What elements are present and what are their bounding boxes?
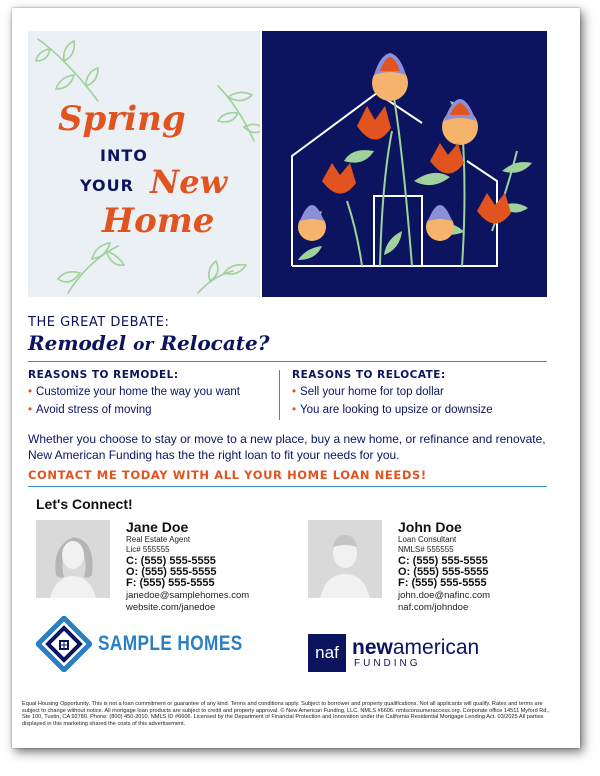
lender-name: John Doe [398, 519, 462, 535]
remodel-item: • Avoid stress of moving [28, 404, 152, 416]
body-paragraph: Whether you choose to stay or move to a new place, buy a new home, or refinance and renovate, New American Funding has the the right loan to fit your needs for you. [28, 432, 546, 462]
debate-title-remodel: Remodel [28, 331, 127, 355]
agent-office: O: (555) 555-5555 [126, 566, 217, 578]
hero-title-panel [28, 31, 260, 297]
agent-cell: C: (555) 555-5555 [126, 555, 216, 567]
hero-headline [28, 31, 260, 297]
relocate-item: • You are looking to upsize or downsize [292, 404, 493, 416]
debate-title-relocate: Relocate? [160, 331, 270, 355]
naf-logo-mark: naf [308, 634, 346, 672]
agent-website[interactable]: website.com/janedoe [126, 602, 216, 613]
sample-homes-wordmark: SAMPLE HOMES [98, 632, 243, 655]
hero-word-your: YOUR [80, 176, 134, 195]
naf-wordmark: newamerican [352, 636, 480, 659]
connect-heading: Let's Connect! [36, 496, 133, 512]
hero-word-home: Home [102, 201, 215, 241]
hero-word-into: INTO [100, 146, 148, 165]
agent-name: Jane Doe [126, 519, 189, 535]
lender-office: O: (555) 555-5555 [398, 566, 489, 578]
debate-title-or: or [133, 335, 154, 355]
relocate-item: • Sell your home for top dollar [292, 386, 444, 398]
person-silhouette-icon [36, 520, 110, 598]
agent-avatar [36, 520, 110, 598]
naf-funding-text: FUNDING [354, 658, 421, 669]
sample-homes-logo [36, 616, 243, 672]
agent-title: Real Estate Agent [126, 535, 191, 544]
lender-website[interactable]: naf.com/johndoe [398, 602, 469, 613]
house-flowers-illustration-icon [262, 31, 547, 297]
lender-email[interactable]: john.doe@nafinc.com [398, 590, 491, 601]
house-diamond-icon [36, 616, 92, 672]
divider-orange [28, 361, 547, 362]
person-silhouette-icon [308, 520, 382, 598]
lender-title: Loan Consultant [398, 535, 457, 544]
remodel-item: • Customize your home the way you want [28, 386, 240, 398]
agent-fax: F: (555) 555-5555 [126, 577, 215, 589]
hero-word-new: New [150, 163, 228, 201]
debate-kicker: THE GREAT DEBATE: [28, 315, 170, 330]
remodel-heading: REASONS TO REMODEL: [28, 369, 179, 381]
legal-disclaimer: Equal Housing Opportunity. This is not a loan commitment or guarantee of any kind. Terms and conditions apply. Subject to borrower and property qualifications. Not all applicants will qualify. Rates and terms are subject to change without notice. All mortgage loan products are subject to credit and property approval. © New American Funding, LLC. NMLS #6606. nmlsconsumeraccess.org. Corporate office 14511 Myford Rd., Ste 100, Tustin, CA 92780. Phone: (800) 450-2010. NMLS ID #6606. Licensed by the Department of Financial Protection and Innovation under the California Residential Mortgage Lending Act. 03/2025 All parties displayed in this marketing shared the costs of this advertisement. [22, 701, 550, 727]
lender-cell: C: (555) 555-5555 [398, 555, 488, 567]
hero-illustration-panel [262, 31, 547, 297]
agent-license: Lic# 555555 [126, 545, 170, 554]
naf-logo [308, 634, 508, 674]
column-divider [279, 370, 280, 420]
lender-avatar [308, 520, 382, 598]
debate-title [28, 331, 270, 355]
divider-blue [28, 486, 547, 487]
agent-email[interactable]: janedoe@samplehomes.com [126, 590, 250, 601]
lender-fax: F: (555) 555-5555 [398, 577, 487, 589]
call-to-action: CONTACT ME TODAY WITH ALL YOUR HOME LOAN NEEDS! [28, 468, 427, 482]
lender-license: NMLS# 555555 [398, 545, 454, 554]
relocate-heading: REASONS TO RELOCATE: [292, 369, 446, 381]
hero-word-spring: Spring [58, 99, 186, 139]
